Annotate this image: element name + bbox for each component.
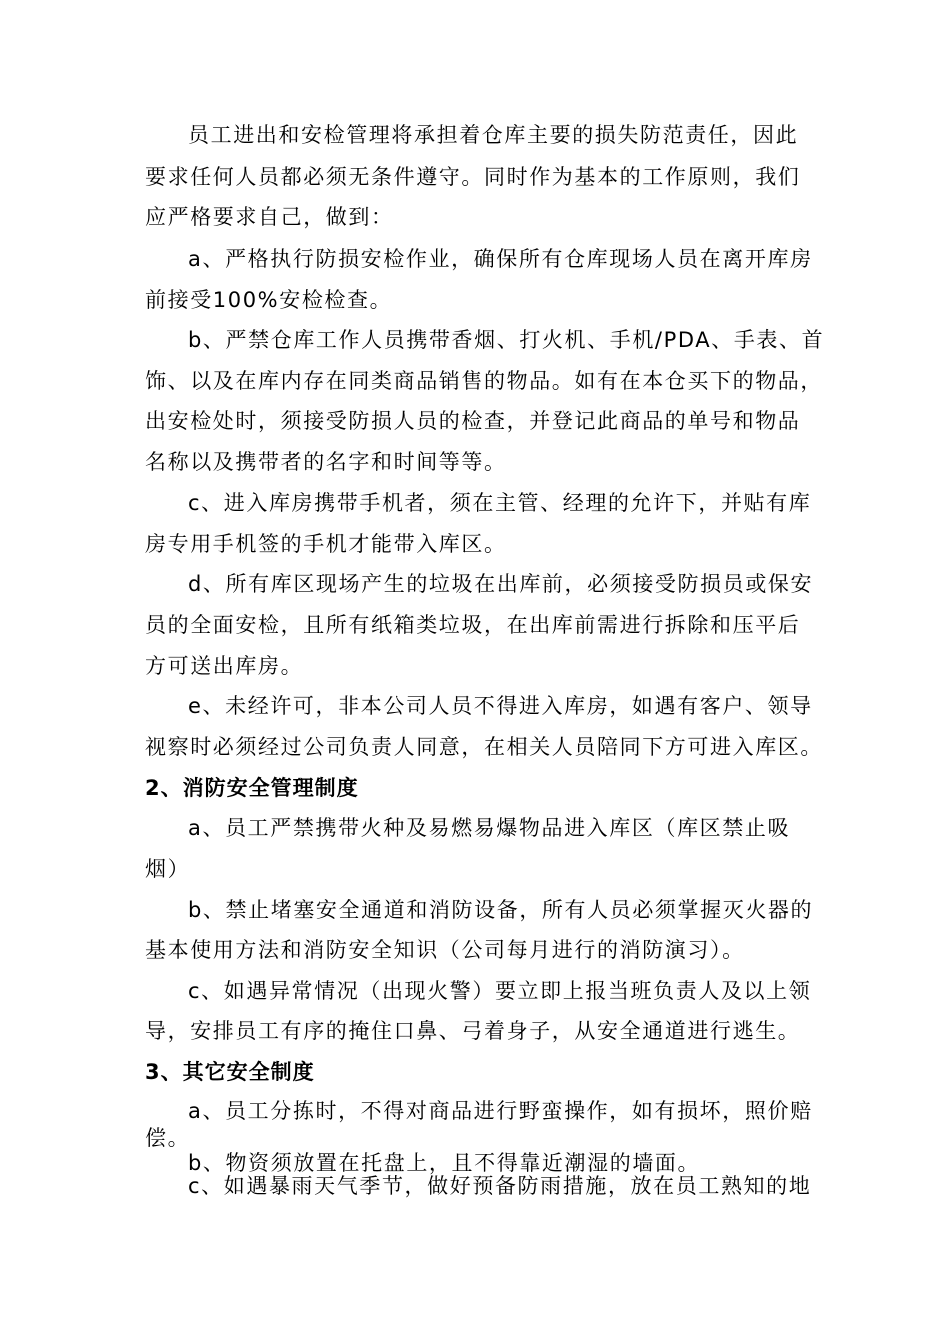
list-item-line: b、物资须放置在托盘上，且不得靠近潮湿的墙面。 [188, 1151, 701, 1175]
list-item-line: 出安检处时，须接受防损人员的检查，并登记此商品的单号和物品 [145, 409, 801, 433]
list-item-line: 偿。 [145, 1126, 191, 1150]
list-item-line: 基本使用方法和消防安全知识（公司每月进行的消防演习）。 [145, 938, 745, 962]
section-heading: 3、其它安全制度 [145, 1060, 315, 1084]
list-item-line: a、员工分拣时，不得对商品进行野蛮操作，如有损坏，照价赔 [188, 1099, 813, 1123]
list-item-line: c、进入库房携带手机者，须在主管、经理的允许下，并贴有库 [188, 491, 812, 515]
paragraph-line: 员工进出和安检管理将承担着仓库主要的损失防范责任，因此 [188, 123, 799, 147]
paragraph-line: 应严格要求自己，做到： [145, 205, 394, 229]
list-item-line: 房专用手机签的手机才能带入库区。 [145, 532, 507, 556]
list-item-line: 员的全面安检，且所有纸箱类垃圾，在出库前需进行拆除和压平后 [145, 613, 801, 637]
list-item-line: c、如遇暴雨天气季节，做好预备防雨措施，放在员工熟知的地 [188, 1174, 812, 1198]
list-item-line: 导，安排员工有序的掩住口鼻、弓着身子，从安全通道进行逃生。 [145, 1019, 801, 1043]
list-item-line: 方可送出库房。 [145, 654, 304, 678]
list-item-line: b、禁止堵塞安全通道和消防设备，所有人员必须掌握灭火器的 [188, 898, 814, 922]
list-item-line: b、严禁仓库工作人员携带香烟、打火机、手机/PDA、手表、首 [188, 328, 825, 352]
list-item-line: 视察时必须经过公司负责人同意，在相关人员陪同下方可进入库区。 [145, 735, 823, 759]
list-item-line: 前接受100%安检检查。 [145, 288, 393, 312]
list-item-line: 名称以及携带者的名字和时间等等。 [145, 450, 507, 474]
list-item-line: c、如遇异常情况（出现火警）要立即上报当班负责人及以上领 [188, 979, 812, 1003]
section-heading: 2、消防安全管理制度 [145, 776, 359, 800]
list-item-line: a、严格执行防损安检作业，确保所有仓库现场人员在离开库房 [188, 247, 813, 271]
list-item-line: e、未经许可，非本公司人员不得进入库房，如遇有客户、领导 [188, 694, 813, 718]
list-item-line: a、员工严禁携带火种及易燃易爆物品进入库区（库区禁止吸 [188, 816, 791, 840]
list-item-line: d、所有库区现场产生的垃圾在出库前，必须接受防损员或保安 [188, 572, 814, 596]
paragraph-line: 要求任何人员都必须无条件遵守。同时作为基本的工作原则，我们 [145, 165, 801, 189]
list-item-line: 烟） [145, 857, 191, 881]
list-item-line: 饰、以及在库内存在同类商品销售的物品。如有在本仓买下的物品， [145, 369, 823, 393]
